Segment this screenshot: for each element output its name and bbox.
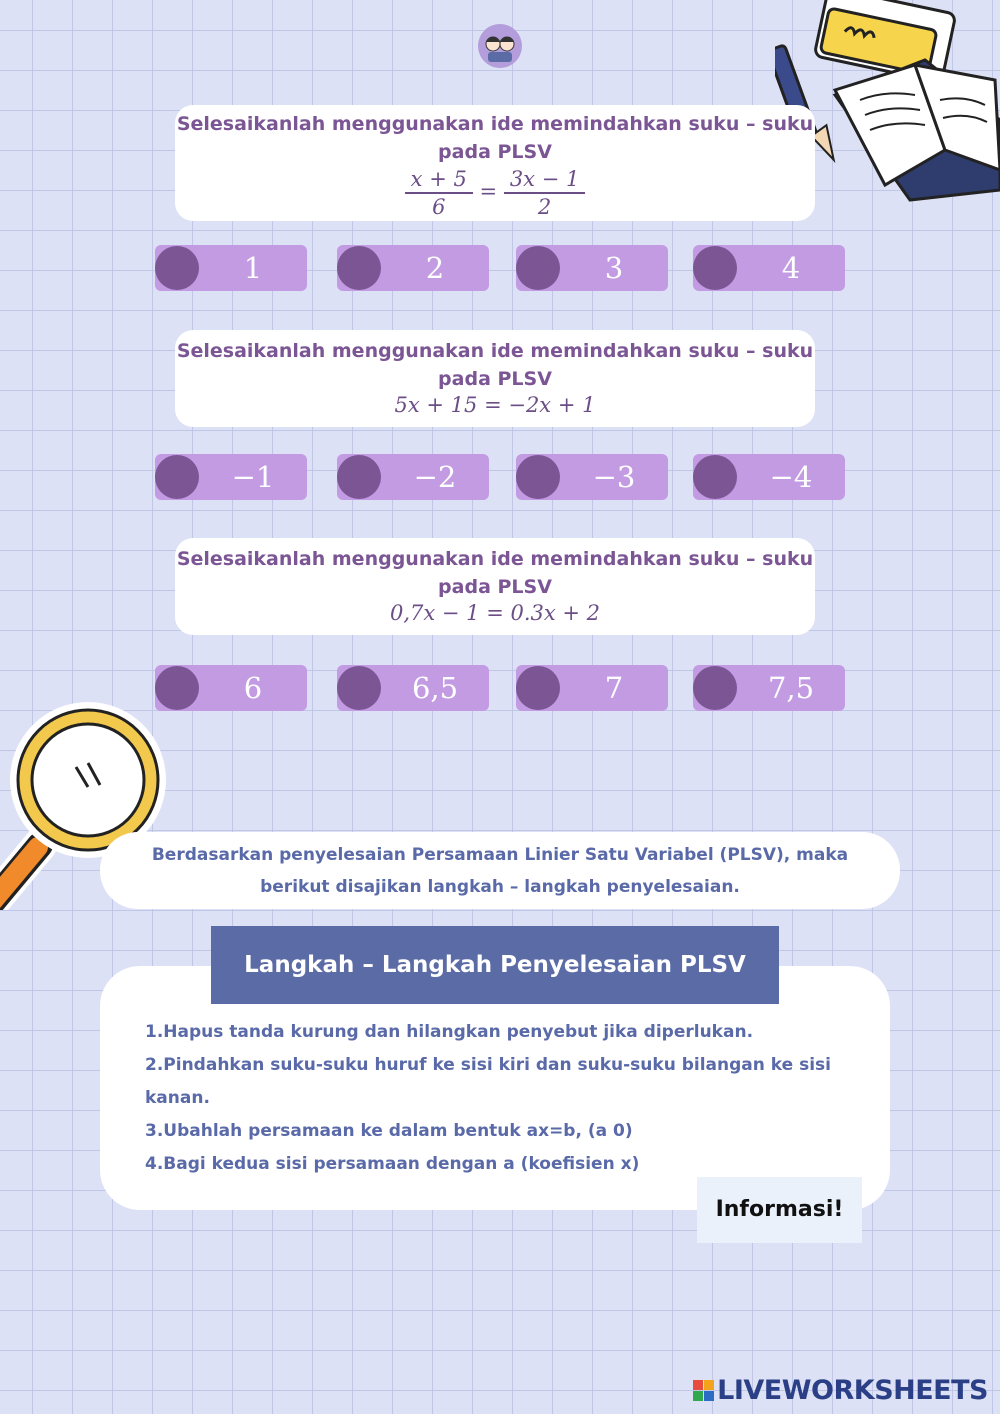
intro-line: Berdasarkan penyelesaian Persamaan Linier Satu Variabel (PLSV), maka [151,845,849,865]
lhs-numerator: x + 5 [405,166,473,194]
liveworksheets-logo [693,1373,988,1407]
answer-option[interactable]: −3 [516,454,668,500]
radio-icon [155,246,199,290]
question-card-1 [175,105,815,221]
radio-icon [516,246,560,290]
radio-icon [693,455,737,499]
intro-text-box [100,832,900,909]
radio-icon [337,666,381,710]
radio-icon [693,246,737,290]
question-prompt: Selesaikanlah menggunakan ide memindahkan suku – suku [176,340,814,362]
radio-icon [155,455,199,499]
steps-list [145,1016,855,1181]
radio-icon [516,455,560,499]
answer-option[interactable]: −4 [693,454,845,500]
question-prompt: Selesaikanlah menggunakan ide memindahkan suku – suku [176,113,814,135]
step-item: 4.Bagi kedua sisi persamaan dengan a (koefisien x) [145,1154,640,1174]
radio-icon [337,246,381,290]
question-card-3 [175,538,815,635]
kids-logo-icon [476,22,524,70]
answer-option[interactable]: 4 [693,245,845,291]
rhs-denominator: 2 [537,195,552,219]
intro-line: berikut disajikan langkah – langkah penyelesaian. [260,877,740,897]
answer-option[interactable]: 2 [337,245,489,291]
radio-icon [516,666,560,710]
question-equation: 0,7x − 1 = 0.3x + 2 [389,601,601,625]
brand-name: LIVEWORKSHEETS [717,1374,988,1406]
step-item: 1.Hapus tanda kurung dan hilangkan penyebut jika diperlukan. [145,1022,754,1042]
question-prompt-line2: pada PLSV [438,368,552,390]
answer-option[interactable]: 6 [155,665,307,711]
steps-title-banner: Langkah – Langkah Penyelesaian PLSV [211,926,779,1004]
brand-squares-icon [693,1380,714,1401]
step-item: 3.Ubahlah persamaan ke dalam bentuk ax=b, (a 0) [145,1121,633,1141]
question-equation [175,166,815,220]
answer-option[interactable]: −2 [337,454,489,500]
question-prompt-line2: pada PLSV [438,576,552,598]
answer-option[interactable]: 6,5 [337,665,489,711]
answer-option[interactable]: 7 [516,665,668,711]
question-equation: 5x + 15 = −2x + 1 [394,393,596,417]
answer-option[interactable]: 1 [155,245,307,291]
radio-icon [693,666,737,710]
rhs-numerator: 3x − 1 [504,166,586,194]
step-item: 2.Pindahkan suku-suku huruf ke sisi kiri dan suku-suku bilangan ke sisi kanan. [145,1055,831,1108]
question-prompt-line2: pada PLSV [438,141,552,163]
answer-option[interactable]: −1 [155,454,307,500]
question-card-2 [175,330,815,427]
equals-sign: = [479,179,498,204]
info-button[interactable]: Informasi! [697,1177,862,1243]
answer-option[interactable]: 3 [516,245,668,291]
question-prompt: Selesaikanlah menggunakan ide memindahkan suku – suku [176,548,814,570]
lhs-denominator: 6 [432,195,446,219]
radio-icon [337,455,381,499]
answer-option[interactable]: 7,5 [693,665,845,711]
radio-icon [155,666,199,710]
